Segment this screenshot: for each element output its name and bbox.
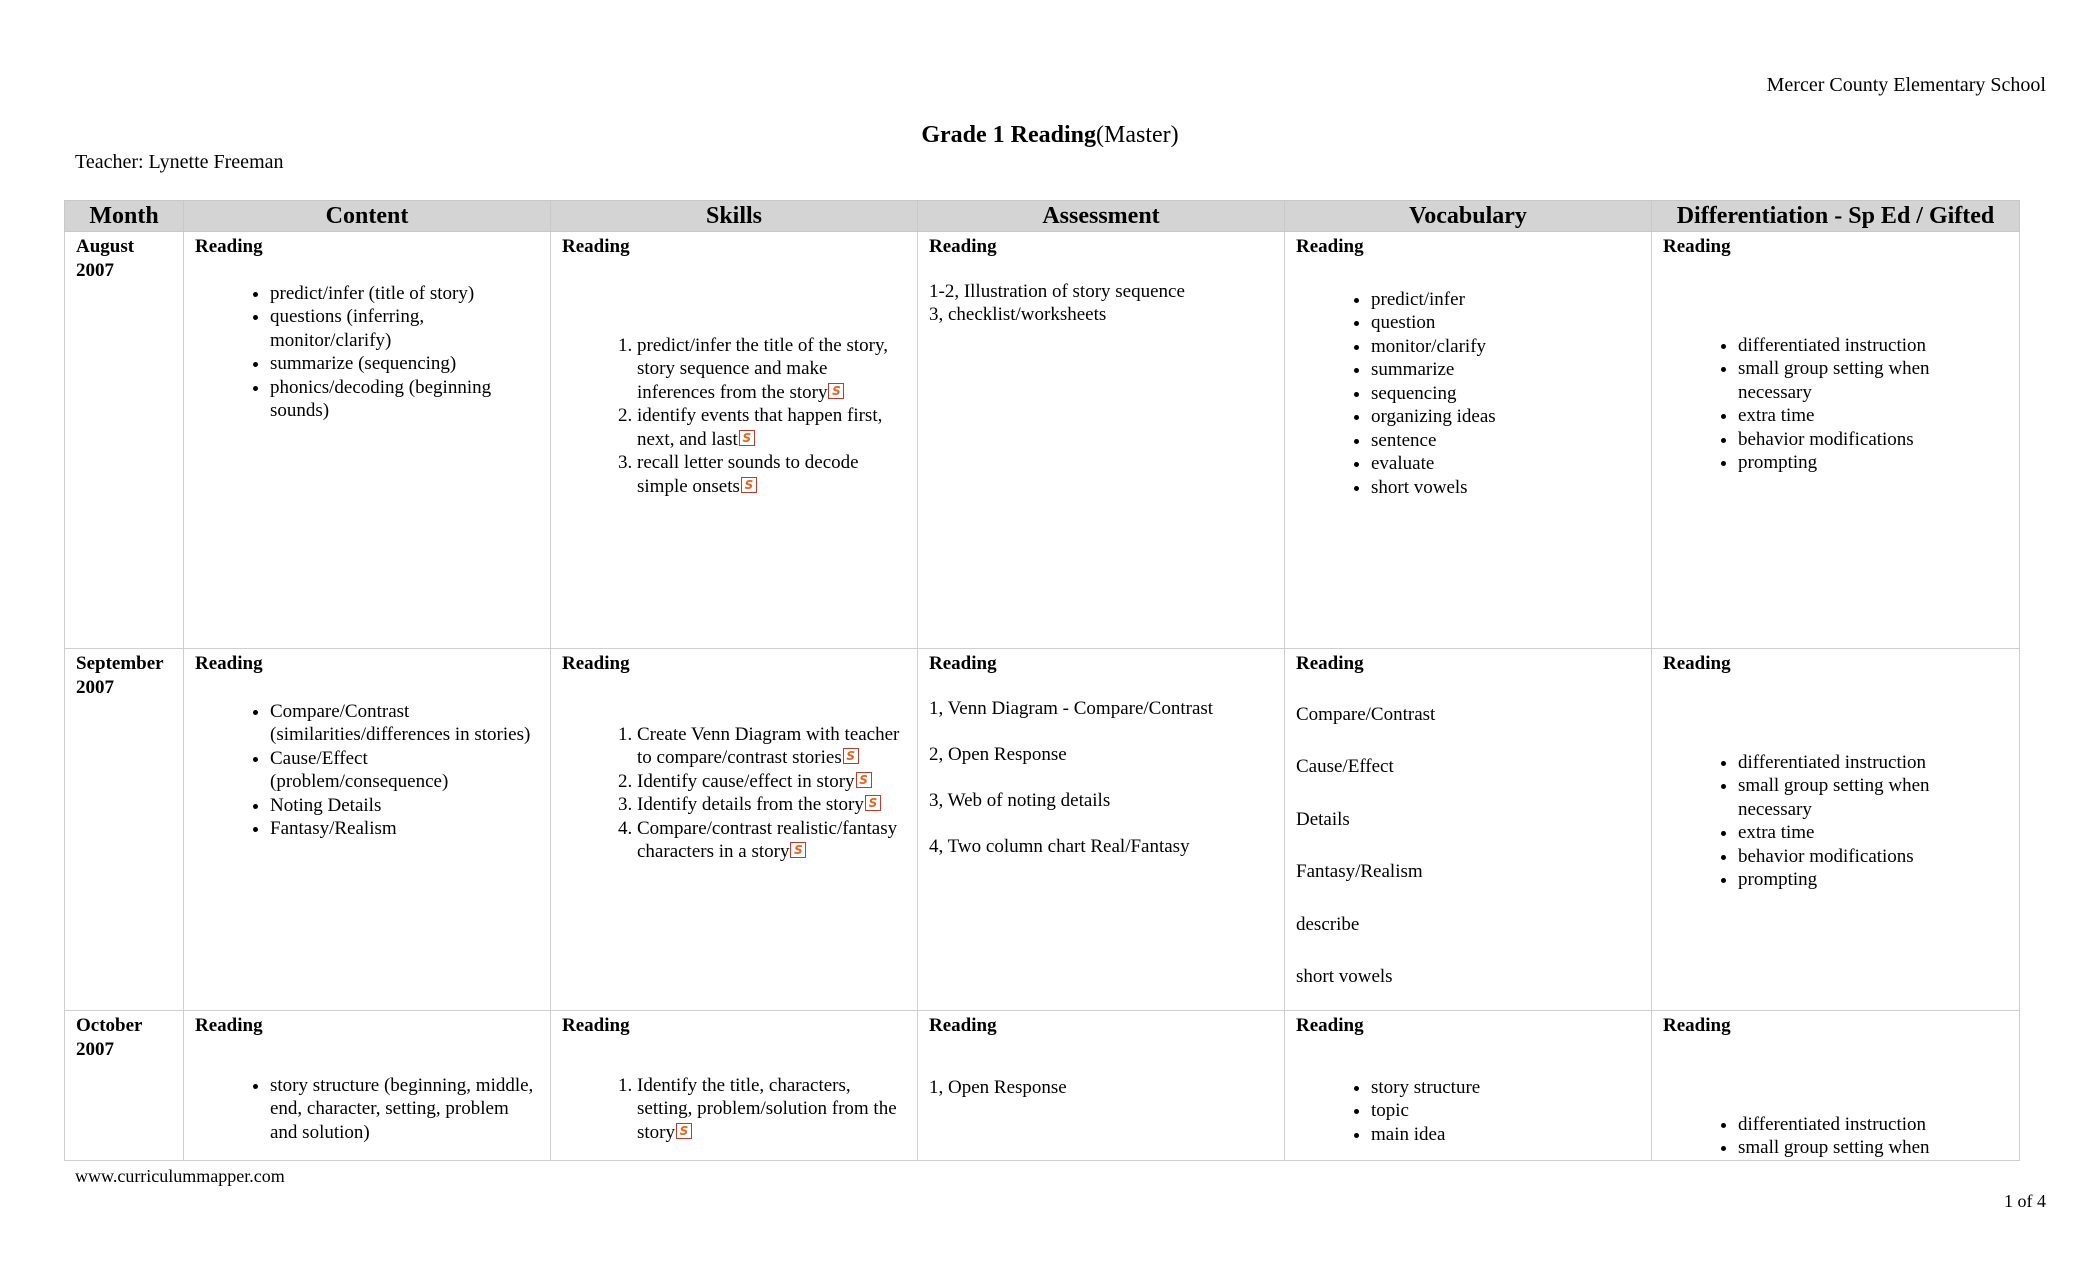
column-header-content: Content bbox=[184, 201, 551, 232]
column-header-month: Month bbox=[65, 201, 184, 232]
differentiation-cell bbox=[1652, 649, 2020, 1011]
section-heading: Reading bbox=[195, 236, 263, 257]
list-item: 3. recall letter sounds to decode simple onsets S bbox=[637, 451, 906, 498]
list-item: • topic bbox=[1371, 1099, 1640, 1123]
vocabulary-cell bbox=[1285, 1011, 1652, 1161]
list-item: • main idea bbox=[1371, 1123, 1640, 1147]
list-item: • differentiated instruction bbox=[1738, 751, 2008, 775]
list-item: • extra time bbox=[1738, 404, 2008, 428]
differentiation-cell bbox=[1652, 232, 2020, 649]
school-name: Mercer County Elementary School bbox=[1766, 74, 2046, 96]
list-item: • questions (inferring, monitor/clarify) bbox=[270, 305, 539, 352]
list-item: • sentence bbox=[1371, 429, 1640, 453]
list-item: 2. identify events that happen first, next, and last S bbox=[637, 404, 906, 451]
list-item: • differentiated instruction bbox=[1738, 334, 2008, 358]
list-item: • monitor/clarify bbox=[1371, 335, 1640, 359]
section-heading: Reading bbox=[929, 1015, 997, 1036]
list-item: • behavior modifications bbox=[1738, 845, 2008, 869]
list-item: • Fantasy/Realism bbox=[270, 817, 539, 841]
content-cell bbox=[184, 232, 551, 649]
list-item: 3. Identify details from the story S bbox=[637, 793, 906, 817]
title-main: Grade 1 Reading bbox=[921, 122, 1097, 148]
table-row bbox=[65, 649, 2020, 1011]
list-item: • predict/infer (title of story) bbox=[270, 282, 539, 306]
assessment-cell bbox=[918, 1011, 1285, 1161]
month-cell: August 2007 bbox=[65, 232, 184, 649]
list-item: • story structure bbox=[1371, 1076, 1640, 1100]
assessment-line: 1, Open Response bbox=[929, 1076, 1067, 1098]
list-item: • organizing ideas bbox=[1371, 405, 1640, 429]
list-item: • small group setting when necessary bbox=[1738, 774, 2008, 821]
list-item: • Compare/Contrast (similarities/differences in stories) bbox=[270, 700, 539, 747]
table-header-row bbox=[65, 201, 2020, 232]
standard-marker-icon[interactable]: S bbox=[741, 477, 757, 493]
list-item: 1. predict/infer the title of the story, story sequence and make inferences from the story S bbox=[637, 334, 906, 405]
standard-marker-icon[interactable]: S bbox=[865, 795, 881, 811]
assessment-line: 1-2, Illustration of story sequence bbox=[929, 280, 1185, 302]
list-item: 2. Identify cause/effect in story S bbox=[637, 770, 906, 794]
list-item: 4. Compare/contrast realistic/fantasy characters in a story S bbox=[637, 817, 906, 864]
teacher-name: Teacher: Lynette Freeman bbox=[75, 151, 284, 173]
standard-marker-icon[interactable]: S bbox=[790, 842, 806, 858]
title-suffix: (Master) bbox=[1096, 122, 1179, 148]
section-heading: Reading bbox=[929, 236, 997, 257]
list-item: • prompting bbox=[1738, 451, 2008, 475]
table-row bbox=[65, 232, 2020, 649]
footer-url: www.curriculummapper.com bbox=[75, 1166, 285, 1186]
list-item: • Cause/Effect (problem/consequence) bbox=[270, 747, 539, 794]
assessment-line: 4, Two column chart Real/Fantasy bbox=[929, 836, 1190, 857]
list-item: • Noting Details bbox=[270, 794, 539, 818]
month-cell: September 2007 bbox=[65, 649, 184, 1011]
section-heading: Reading bbox=[929, 653, 997, 674]
page-title bbox=[0, 122, 2100, 149]
list-item: • predict/infer bbox=[1371, 288, 1640, 312]
section-heading: Reading bbox=[195, 653, 263, 674]
standard-marker-icon[interactable]: S bbox=[676, 1123, 692, 1139]
skills-cell bbox=[551, 1011, 918, 1161]
section-heading: Reading bbox=[562, 1015, 630, 1036]
differentiation-cell bbox=[1652, 1011, 2020, 1161]
list-item: • summarize (sequencing) bbox=[270, 352, 539, 376]
list-item: • differentiated instruction bbox=[1738, 1113, 2008, 1137]
list-item: • story structure (beginning, middle, end, character, setting, problem and solution) bbox=[270, 1074, 539, 1145]
vocabulary-term: Compare/Contrast bbox=[1296, 703, 1436, 725]
section-heading: Reading bbox=[1296, 1015, 1364, 1036]
section-heading: Reading bbox=[1663, 1015, 1731, 1036]
assessment-line: 3, Web of noting details bbox=[929, 789, 1111, 811]
section-heading: Reading bbox=[562, 653, 630, 674]
vocabulary-term: Cause/Effect bbox=[1296, 756, 1394, 777]
standard-marker-icon[interactable]: S bbox=[739, 430, 755, 446]
content-cell bbox=[184, 649, 551, 1011]
column-header-vocabulary: Vocabulary bbox=[1285, 201, 1652, 232]
section-heading: Reading bbox=[562, 236, 630, 257]
month-cell: October 2007 bbox=[65, 1011, 184, 1161]
assessment-cell bbox=[918, 649, 1285, 1011]
list-item: • question bbox=[1371, 311, 1640, 335]
list-item: • small group setting when bbox=[1738, 1136, 2008, 1160]
skills-cell bbox=[551, 649, 918, 1011]
list-item: 1. Identify the title, characters, setting, problem/solution from the story S bbox=[637, 1074, 906, 1145]
section-heading: Reading bbox=[1296, 236, 1364, 257]
vocabulary-term: Details bbox=[1296, 808, 1350, 830]
assessment-line: 1, Venn Diagram - Compare/Contrast bbox=[929, 697, 1214, 719]
assessment-line: 2, Open Response bbox=[929, 744, 1067, 765]
table-row bbox=[65, 1011, 2020, 1161]
list-item: • phonics/decoding (beginning sounds) bbox=[270, 376, 539, 423]
section-heading: Reading bbox=[1663, 236, 1731, 257]
section-heading: Reading bbox=[1296, 653, 1364, 674]
curriculum-table bbox=[64, 200, 2020, 1161]
standard-marker-icon[interactable]: S bbox=[843, 748, 859, 764]
list-item: • extra time bbox=[1738, 821, 2008, 845]
column-header-skills: Skills bbox=[551, 201, 918, 232]
list-item: • small group setting when necessary bbox=[1738, 357, 2008, 404]
list-item: 1. Create Venn Diagram with teacher to compare/contrast stories S bbox=[637, 723, 906, 770]
vocabulary-term: short vowels bbox=[1296, 966, 1393, 987]
page-number: 1 of 4 bbox=[2004, 1191, 2046, 1211]
standard-marker-icon[interactable]: S bbox=[828, 383, 844, 399]
vocabulary-cell bbox=[1285, 232, 1652, 649]
list-item: • evaluate bbox=[1371, 452, 1640, 476]
section-heading: Reading bbox=[1663, 653, 1731, 674]
list-item: • sequencing bbox=[1371, 382, 1640, 406]
vocabulary-term: describe bbox=[1296, 913, 1360, 935]
content-cell bbox=[184, 1011, 551, 1161]
standard-marker-icon[interactable]: S bbox=[856, 772, 872, 788]
section-heading: Reading bbox=[195, 1015, 263, 1036]
vocabulary-term: Fantasy/Realism bbox=[1296, 861, 1423, 882]
list-item: • summarize bbox=[1371, 358, 1640, 382]
assessment-cell bbox=[918, 232, 1285, 649]
list-item: • prompting bbox=[1738, 868, 2008, 892]
assessment-line: 3, checklist/worksheets bbox=[929, 304, 1107, 325]
list-item: • behavior modifications bbox=[1738, 428, 2008, 452]
column-header-assessment: Assessment bbox=[918, 201, 1285, 232]
list-item: • short vowels bbox=[1371, 476, 1640, 500]
column-header-differentiation: Differentiation - Sp Ed / Gifted bbox=[1652, 201, 2020, 232]
skills-cell bbox=[551, 232, 918, 649]
vocabulary-cell bbox=[1285, 649, 1652, 1011]
